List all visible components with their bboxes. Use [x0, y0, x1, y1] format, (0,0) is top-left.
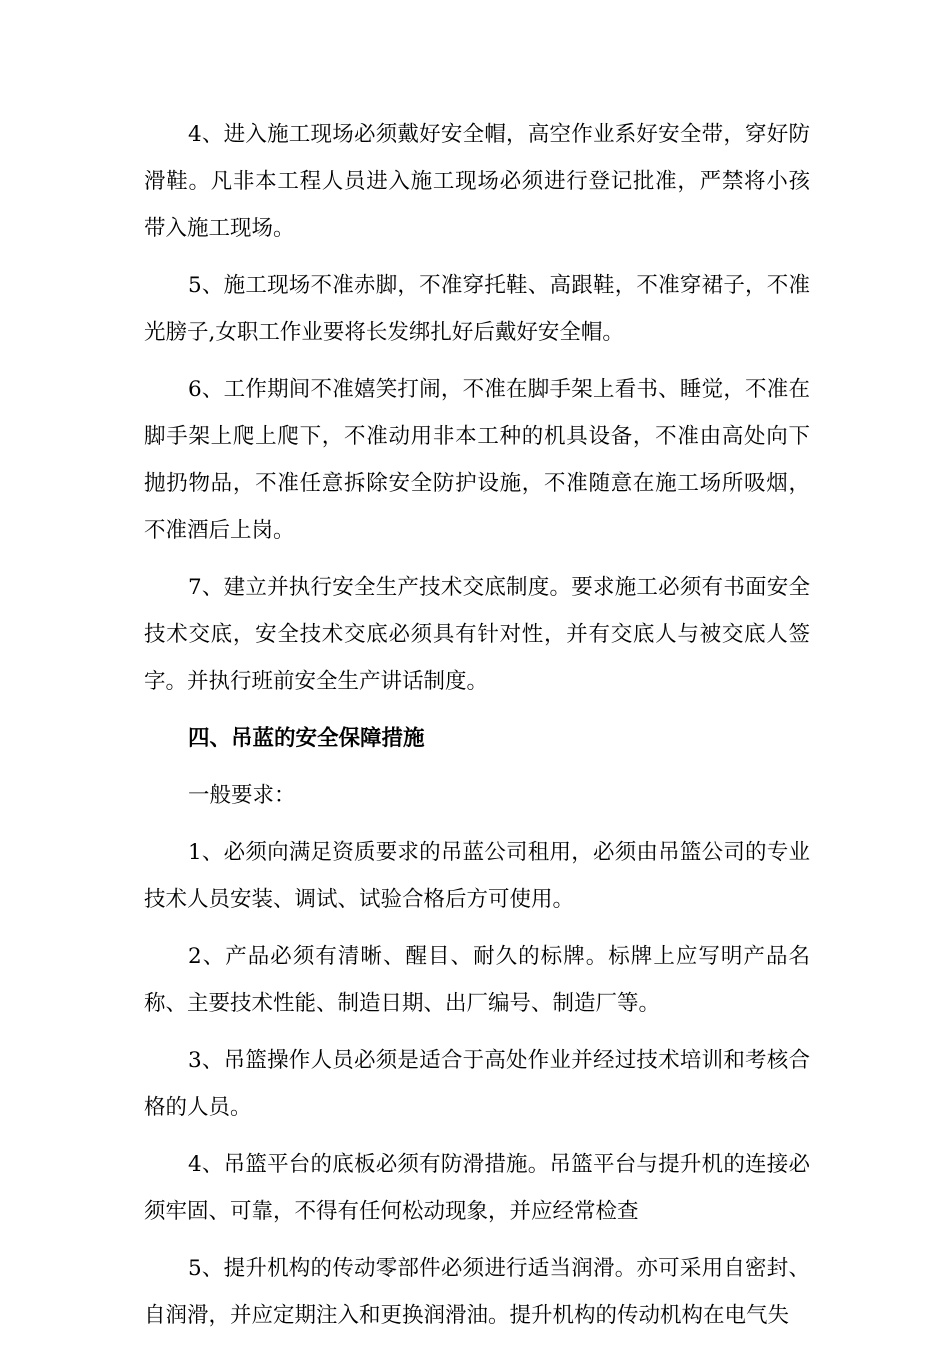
paragraph-rule-6: 6、工作期间不准嬉笑打闹，不准在脚手架上看书、睡觉，不准在脚手架上爬上爬下，不准动用非本工种的机具设备，不准由高处向下抛扔物品，不准任意拆除安全防护设施，不准随意在施工场所吸烟，不准酒后上岗。 [144, 377, 810, 543]
section-heading: 四、吊蓝的安全保障措施 [188, 726, 425, 751]
document-body [144, 111, 810, 1349]
paragraph-requirement-4: 4、吊篮平台的底板必须有防滑措施。吊篮平台与提升机的连接必须牢固、可靠，不得有任何松动现象，并应经常检查 [144, 1152, 810, 1224]
paragraph-rule-5: 5、施工现场不准赤脚，不准穿托鞋、高跟鞋，不准穿裙子，不准光膀子,女职工作业要将长发绑扎好后戴好安全帽。 [144, 273, 810, 345]
paragraph-rule-4: 4、进入施工现场必须戴好安全帽，高空作业系好安全带，穿好防滑鞋。凡非本工程人员进入施工现场必须进行登记批准，严禁将小孩带入施工现场。 [144, 122, 810, 241]
paragraph-requirement-1: 1、必须向满足资质要求的吊蓝公司租用，必须由吊篮公司的专业技术人员安装、调试、试验合格后方可使用。 [144, 840, 810, 912]
paragraph-requirement-2: 2、产品必须有清晰、醒目、耐久的标牌。标牌上应写明产品名称、主要技术性能、制造日期、出厂编号、制造厂等。 [144, 944, 810, 1016]
paragraph-requirement-5: 5、提升机构的传动零部件必须进行适当润滑。亦可采用自密封、自润滑，并应定期注入和更换润滑油。提升机构的传动机构在电气失 [144, 1256, 810, 1328]
subheading-general-requirements: 一般要求： [188, 783, 296, 808]
paragraph-requirement-3: 3、吊篮操作人员必须是适合于高处作业并经过技术培训和考核合格的人员。 [144, 1048, 810, 1120]
paragraph-rule-7: 7、建立并执行安全生产技术交底制度。要求施工必须有书面安全技术交底，安全技术交底必须具有针对性，并有交底人与被交底人签字。并执行班前安全生产讲话制度。 [144, 575, 810, 694]
